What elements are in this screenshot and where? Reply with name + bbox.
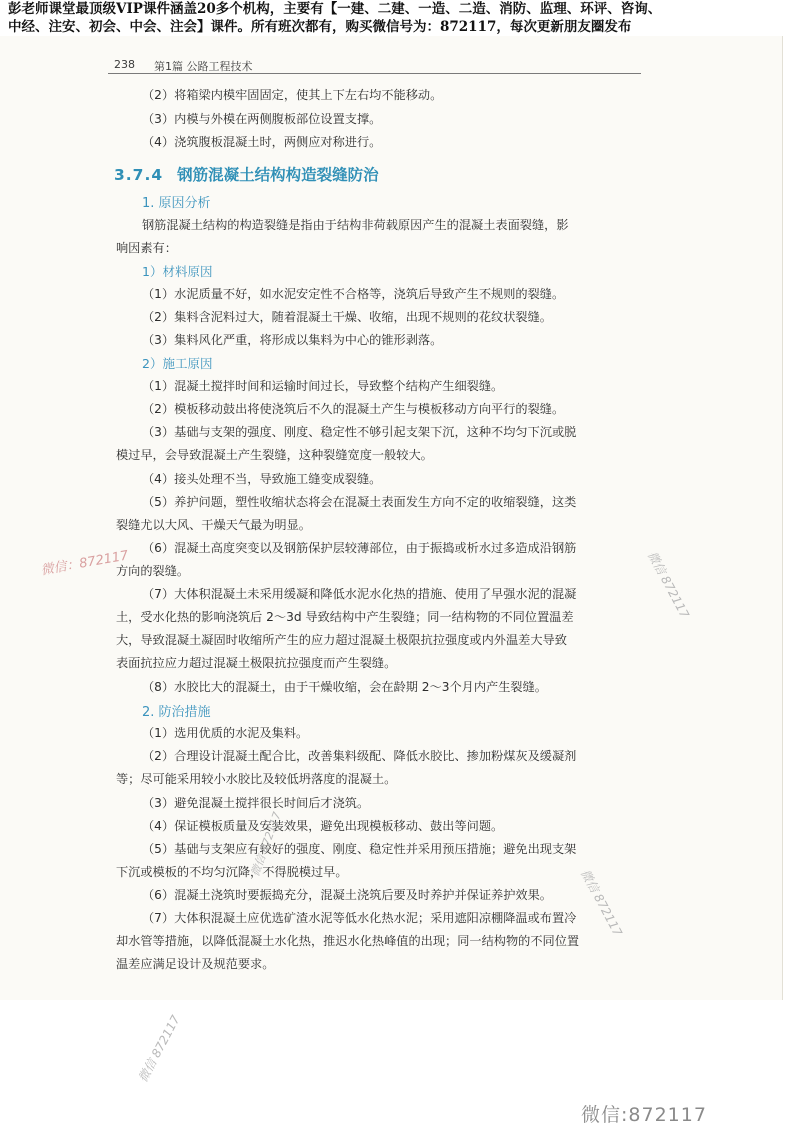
list-item: （2）模板移动鼓出将使浇筑后不久的混凝土产生与模板移动方向平行的裂缝。 bbox=[142, 402, 565, 416]
page-number: 238 bbox=[114, 58, 135, 71]
subheading-cause-analysis: 1. 原因分析 bbox=[142, 196, 211, 211]
subheading-construction-causes: 2）施工原因 bbox=[142, 356, 213, 371]
list-item: （2）集料含泥料过大，随着混凝土干燥、收缩，出现不规则的花纹状裂缝。 bbox=[142, 310, 552, 324]
paragraph-line: 钢筋混凝土结构的构造裂缝是指由于结构非荷载原因产生的混凝土表面裂缝，影 bbox=[142, 218, 569, 232]
intro-item: （2）将箱梁内模牢固固定，使其上下左右均不能移动。 bbox=[142, 88, 443, 102]
list-item-continuation: 温差应满足设计及规范要求。 bbox=[116, 957, 275, 971]
intro-item: （4）浇筑腹板混凝土时，两侧应对称进行。 bbox=[142, 135, 382, 149]
intro-item: （3）内模与外模在两侧腹板部位设置支撑。 bbox=[142, 112, 382, 126]
promo-banner bbox=[0, 0, 800, 36]
subheading-material-causes: 1）材料原因 bbox=[142, 264, 213, 279]
list-item-continuation: 土，受水化热的影响浇筑后 2～3d 导致结构中产生裂缝；同一结构物的不同位置温差 bbox=[116, 610, 574, 624]
list-item: （1）选用优质的水泥及集料。 bbox=[142, 726, 309, 740]
list-item: （6）混凝土浇筑时要振捣充分，混凝土浇筑后要及时养护并保证养护效果。 bbox=[142, 888, 552, 902]
watermark-right: 微信 872117 bbox=[644, 548, 692, 621]
list-item: （1）水泥质量不好，如水泥安定性不合格等，浇筑后导致产生不规则的裂缝。 bbox=[142, 287, 565, 301]
section-heading bbox=[114, 163, 379, 185]
paragraph-line: 响因素有： bbox=[116, 241, 177, 255]
watermark-lower-right: 微信 872117 bbox=[577, 866, 625, 939]
watermark-bottom: 微信 872117 bbox=[135, 1012, 183, 1085]
scanned-page bbox=[0, 36, 783, 1000]
list-item: （3）基础与支架的强度、刚度、稳定性不够引起支架下沉，这种不均匀下沉或脱 bbox=[142, 425, 577, 439]
banner-line-2: 中经、注安、初会、中会、注会】课件。所有班次都有，购买微信号为：872117，每次更新朋友圈发布 bbox=[8, 19, 632, 35]
list-item: （5）基础与支架应有较好的强度、刚度、稳定性并采用预压措施；避免出现支架 bbox=[142, 842, 577, 856]
section-title: 钢筋混凝土结构构造裂缝防治 bbox=[177, 166, 379, 184]
list-item: （7）大体积混凝土未采用缓凝和降低水泥水化热的措施、使用了早强水泥的混凝 bbox=[142, 587, 577, 601]
header-rule bbox=[108, 73, 641, 74]
list-item: （8）水胶比大的混凝土，由于干燥收缩，会在龄期 2～3个月内产生裂缝。 bbox=[142, 680, 547, 694]
list-item: （7）大体积混凝土应优选矿渣水泥等低水化热水泥；采用遮阳凉棚降温或布置冷 bbox=[142, 911, 577, 925]
list-item: （1）混凝土搅拌时间和运输时间过长，导致整个结构产生细裂缝。 bbox=[142, 379, 504, 393]
list-item-continuation: 表面抗拉应力超过混凝土极限抗拉强度而产生裂缝。 bbox=[116, 656, 397, 670]
list-item: （3）集料风化严重，将形成以集料为中心的锥形剥落。 bbox=[142, 333, 443, 347]
list-item-continuation: 却水管等措施，以降低混凝土水化热，推迟水化热峰值的出现；同一结构物的不同位置 bbox=[116, 934, 580, 948]
list-item: （4）接头处理不当，导致施工缝变成裂缝。 bbox=[142, 472, 382, 486]
list-item-continuation: 等；尽可能采用较小水胶比及较低坍落度的混凝土。 bbox=[116, 772, 397, 786]
running-header bbox=[108, 58, 641, 72]
list-item-continuation: 下沉或模板的不均匀沉降，不得脱模过早。 bbox=[116, 865, 348, 879]
subheading-prevention-measures: 2. 防治措施 bbox=[142, 705, 211, 720]
chapter-title: 第1篇 公路工程技术 bbox=[154, 60, 253, 73]
list-item: （5）养护问题，塑性收缩状态将会在混凝土表面发生方向不定的收缩裂缝，这类 bbox=[142, 495, 577, 509]
list-item-continuation: 模过早，会导致混凝土产生裂缝，这种裂缝宽度一般较大。 bbox=[116, 448, 433, 462]
banner-line-1: 彭老师课堂最顶级VIP课件涵盖20多个机构，主要有【一建、二建、一造、二造、消防、监理、环评、咨询、 bbox=[8, 1, 662, 17]
watermark-mid-lower: 微信 872117 bbox=[248, 810, 284, 879]
list-item: （3）避免混凝土搅拌很长时间后才浇筑。 bbox=[142, 796, 370, 810]
list-item-continuation: 大，导致混凝土凝固时收缩所产生的应力超过混凝土极限抗拉强度或内外温差大导致 bbox=[116, 633, 567, 647]
section-number: 3.7.4 bbox=[114, 166, 164, 184]
list-item: （2）合理设计混凝土配合比，改善集料级配、降低水胶比、掺加粉煤灰及缓凝剂 bbox=[142, 749, 577, 763]
footer-watermark: 微信:872117 bbox=[581, 1104, 707, 1126]
watermark-left: 微信：872117 bbox=[39, 548, 130, 579]
list-item: （4）保证模板质量及安装效果，避免出现模板移动、鼓出等问题。 bbox=[142, 819, 504, 833]
list-item: （6）混凝土高度突变以及钢筋保护层较薄部位，由于振捣或析水过多造成沿钢筋 bbox=[142, 541, 577, 555]
list-item-continuation: 裂缝尤以大风、干燥天气最为明显。 bbox=[116, 518, 311, 532]
list-item-continuation: 方向的裂缝。 bbox=[116, 564, 190, 578]
